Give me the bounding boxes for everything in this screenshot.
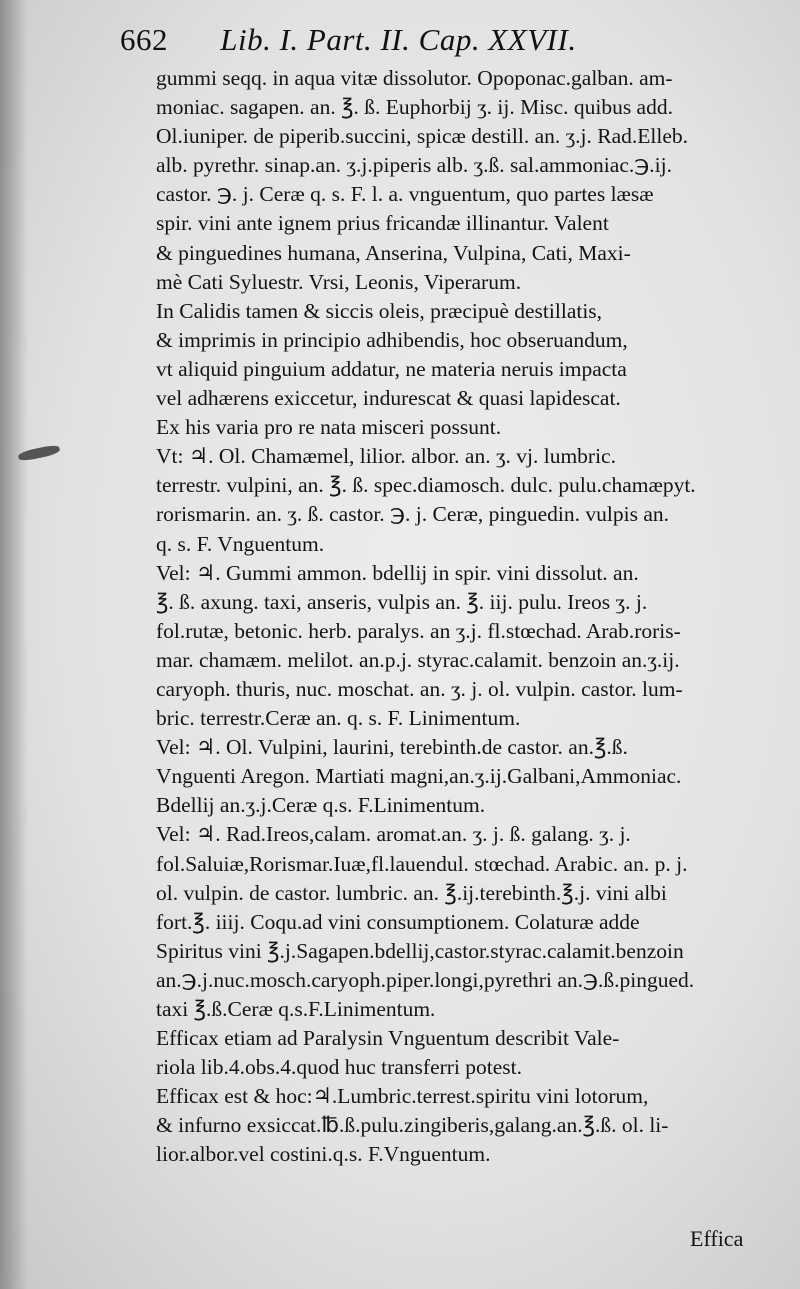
running-header (120, 22, 680, 58)
text-line: Vel: ♃. Ol. Vulpini, laurini, terebinth.de castor. an.℥.ß. (156, 735, 628, 760)
text-line: Vnguenti Aregon. Martiati magni,an.ʒ.ij.Galbani,Ammoniac. (156, 764, 682, 789)
text-line: an.℈.j.nuc.mosch.caryoph.piper.longi,pyrethri an.℈.ß.pingued. (156, 967, 695, 992)
text-line: Vt: ♃. Ol. Chamæmel, lilior. albor. an. ʒ. vj. lumbric. (156, 444, 616, 469)
text-line: Efficax est & hoc:♃.Lumbric.terrest.spiritu vini lotorum, (156, 1084, 649, 1109)
text-line: vel adhærens exiccetur, indurescat & quasi lapidescat. (156, 386, 621, 411)
text-line: caryoph. thuris, nuc. moschat. an. ʒ. j. ol. vulpin. castor. lum- (156, 676, 683, 701)
text-line: & infurno exsiccat.℔.ß.pulu.zingiberis,galang.an.℥.ß. ol. li- (156, 1113, 669, 1138)
text-line: Spiritus vini ℥.j.Sagapen.bdellij,castor.styrac.calamit.benzoin (156, 938, 684, 963)
text-line: ol. vulpin. de castor. lumbric. an. ℥.ij.terebinth.℥.j. vini albi (156, 880, 667, 905)
body-text (156, 64, 766, 1170)
text-line: fort.℥. iiij. Coqu.ad vini consumptionem. Colaturæ adde (156, 909, 640, 934)
text-line: Ol.iuniper. de piperib.succini, spicæ destill. an. ʒ.j. Rad.Elleb. (156, 124, 689, 149)
page-gutter-shadow (0, 0, 28, 1289)
running-title: Lib. I. Part. II. Cap. XXVII. (220, 22, 577, 57)
text-line: moniac. sagapen. an. ℥. ß. Euphorbij ʒ. ij. Misc. quibus add. (156, 95, 673, 120)
text-line: lior.albor.vel costini.q.s. F.Vnguentum. (156, 1142, 491, 1167)
text-line: alb. pyrethr. sinap.an. ʒ.j.piperis alb. ʒ.ß. sal.ammoniac.℈.ij. (156, 153, 672, 178)
text-line: fol.Saluiæ,Rorismar.Iuæ,fl.lauendul. stœchad. Arabic. an. p. j. (156, 851, 688, 876)
text-line: q. s. F. Vnguentum. (156, 531, 325, 556)
text-line: spir. vini ante ignem prius fricandæ illinantur. Valent (156, 211, 609, 236)
text-line: fol.rutæ, betonic. herb. paralys. an ʒ.j. fl.stœchad. Arab.roris- (156, 618, 681, 643)
text-line: Vel: ♃. Rad.Ireos,calam. aromat.an. ʒ. j. ß. galang. ʒ. j. (156, 822, 631, 847)
text-line: bric. terrestr.Ceræ an. q. s. F. Linimentum. (156, 706, 521, 731)
text-line: mè Cati Syluestr. Vrsi, Leonis, Viperarum. (156, 269, 522, 294)
catchword: Effica (690, 1226, 744, 1251)
text-line: gummi seqq. in aqua vitæ dissolutor. Opoponac.galban. am- (156, 66, 673, 90)
text-line: ℥. ß. axung. taxi, anseris, vulpis an. ℥. iij. pulu. Ireos ʒ. j. (156, 589, 648, 614)
page-number: 662 (120, 22, 168, 57)
text-line: Vel: ♃. Gummi ammon. bdellij in spir. vini dissolut. an. (156, 560, 639, 585)
text-line: rorismarin. an. ʒ. ß. castor. ℈. j. Ceræ, pinguedin. vulpis an. (156, 502, 670, 527)
text-line: castor. ℈. j. Ceræ q. s. F. l. a. vnguentum, quo partes læsæ (156, 182, 654, 207)
text-line: & pinguedines humana, Anserina, Vulpina, Cati, Maxi- (156, 240, 631, 265)
text-line: Efficax etiam ad Paralysin Vnguentum describit Vale- (156, 1026, 620, 1051)
text-line: Bdellij an.ʒ.j.Ceræ q.s. F.Linimentum. (156, 793, 486, 818)
text-line: taxi ℥.ß.Ceræ q.s.F.Linimentum. (156, 997, 436, 1021)
text-line: riola lib.4.obs.4.quod huc transferri potest. (156, 1055, 523, 1080)
text-line: mar. chamæm. melilot. an.p.j. styrac.calamit. benzoin an.ʒ.ij. (156, 647, 680, 672)
text-line: vt aliquid pinguium addatur, ne materia neruis impacta (156, 356, 627, 381)
text-line: terrestr. vulpini, an. ℥. ß. spec.diamosch. dulc. pulu.chamæpyt. (156, 473, 696, 498)
text-line: Ex his varia pro re nata misceri possunt. (156, 415, 502, 440)
text-line: In Calidis tamen & siccis oleis, præcipuè destillatis, (156, 298, 603, 323)
text-line: & imprimis in principio adhibendis, hoc obseruandum, (156, 327, 628, 352)
